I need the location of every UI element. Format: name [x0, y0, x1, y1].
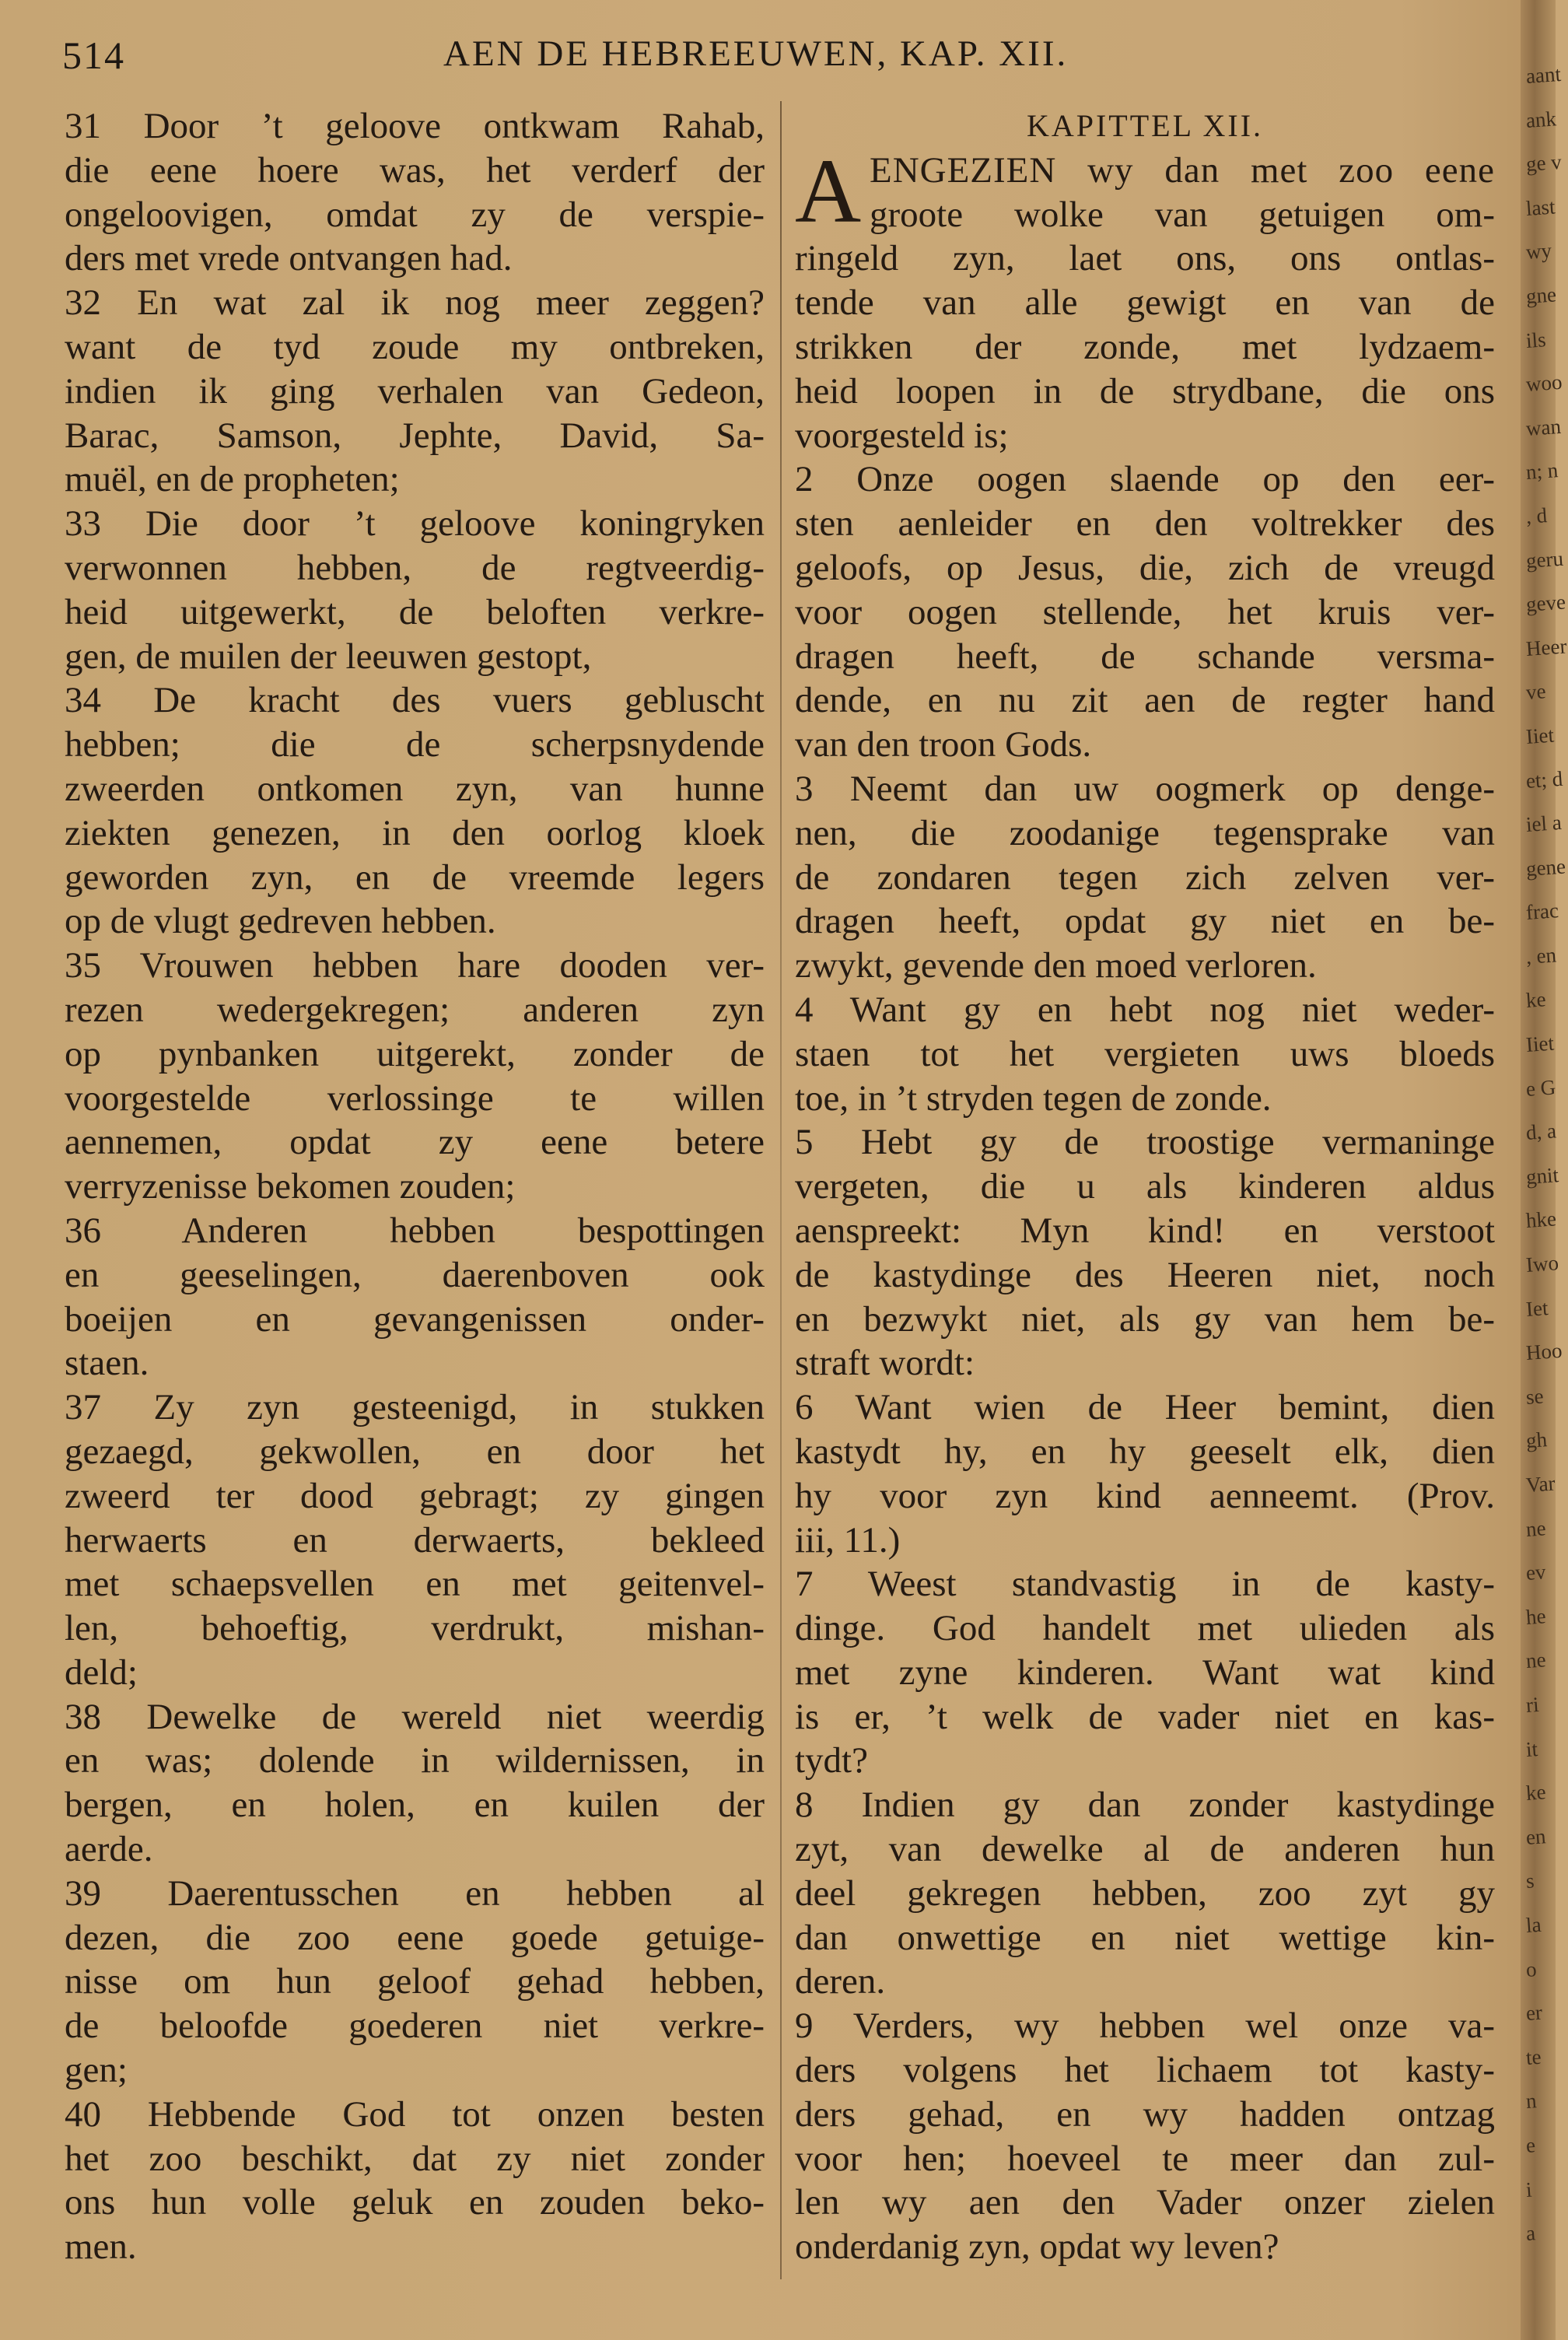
right-line: nen, die zoodanige tegensprake van: [795, 812, 1495, 853]
left-line: 37 Zy zyn gesteenigd, in stukken: [65, 1387, 765, 1428]
facing-page-fragment: wy: [1524, 239, 1552, 264]
right-line: toe, in ’t stryden tegen de zonde.: [795, 1077, 1272, 1119]
left-line: len, behoeftig, verdrukt, mishan-: [65, 1608, 765, 1649]
right-line: len wy aen den Vader onzer zielen: [795, 2182, 1495, 2223]
right-line: kastydt hy, en hy geeselt elk, dien: [795, 1431, 1495, 1472]
left-line: 40 Hebbende God tot onzen besten: [65, 2093, 765, 2135]
right-line: en bezwykt niet, als gy van hem be-: [795, 1298, 1495, 1340]
facing-page-fragment: o: [1524, 1956, 1538, 1981]
facing-page-fragment: e G: [1524, 1075, 1557, 1101]
facing-page-fragment: ne: [1524, 1648, 1547, 1673]
facing-page-fragment: ank: [1524, 106, 1557, 132]
facing-page-fragment: gne: [1524, 282, 1557, 308]
left-line: zweerden ontkomen zyn, van hunne: [65, 768, 765, 809]
chapter-second-line: groote wolke van getuigen om-: [870, 194, 1495, 235]
opening-text: ENGEZIEN wy dan met zoo eene: [870, 149, 1495, 191]
chapter-heading: KAPITTEL XII.: [1026, 108, 1264, 143]
facing-page-fragment: iel a: [1524, 810, 1563, 837]
left-line: ders met vrede ontvangen had.: [65, 238, 513, 279]
facing-page-fragment: ev: [1524, 1560, 1547, 1585]
left-line: met schaepsvellen en met geitenvel-: [65, 1564, 765, 1605]
left-line: aennemen, opdat zy eene betere: [65, 1122, 765, 1163]
right-line: voorgesteld is;: [795, 415, 1009, 456]
right-line: de kastydinge des Heeren niet, noch: [795, 1254, 1495, 1295]
right-line: straft wordt:: [795, 1343, 975, 1384]
facing-page-fragment: a: [1524, 2221, 1536, 2246]
facing-page-fragment: ils: [1524, 327, 1547, 352]
right-line: 7 Weest standvastig in de kasty-: [795, 1564, 1495, 1605]
right-line: dinge. God handelt met ulieden als: [795, 1608, 1495, 1649]
right-line: dragen heeft, de schande versma-: [795, 636, 1495, 677]
left-line: nisse om hun geloof gehad hebben,: [65, 1961, 765, 2002]
facing-page-fragment: ri: [1524, 1692, 1540, 1717]
facing-page-edge: [1524, 54, 1568, 2310]
left-line: ziekten genezen, in den oorlog kloek: [65, 812, 765, 853]
left-line: op de vlugt gedreven hebben.: [65, 901, 496, 942]
left-line: aerde.: [65, 1829, 153, 1870]
running-head: AEN DE HEBREEUWEN, KAP. XII.: [443, 33, 1069, 74]
left-line: deld;: [65, 1652, 138, 1693]
left-line: staen.: [65, 1343, 149, 1384]
facing-page-fragment: ke: [1524, 1780, 1547, 1806]
right-line: deel gekregen hebben, zoo zyt gy: [795, 1872, 1495, 1914]
left-line: ongeloovigen, omdat zy de verspie-: [65, 194, 765, 235]
right-line: tende van alle gewigt en van de: [795, 282, 1495, 324]
facing-page-fragment: Iiet: [1524, 723, 1555, 748]
facing-page-fragment: ne: [1524, 1515, 1547, 1541]
facing-page-fragment: geve: [1524, 590, 1566, 617]
right-line: voor oogen stellende, het kruis ver-: [795, 591, 1495, 632]
right-line: 2 Onze oogen slaende op den eer-: [795, 459, 1495, 500]
left-line: ons hun volle geluk en zouden beko-: [65, 2182, 765, 2223]
left-text-column: [65, 104, 765, 2269]
facing-page-fragment: , en: [1524, 943, 1557, 969]
right-line: 9 Verders, wy hebben wel onze va-: [795, 2005, 1495, 2047]
right-line: is er, ’t welk de vader niet en kas-: [795, 1696, 1495, 1737]
facing-page-fragment: wan: [1524, 414, 1562, 440]
facing-page-fragment: Var: [1524, 1471, 1556, 1497]
right-line: iii, 11.): [795, 1519, 901, 1561]
right-line: dan onwettige en niet wettige kin-: [795, 1917, 1495, 1958]
left-line: gen, de muilen der leeuwen gestopt,: [65, 636, 592, 677]
right-line: 4 Want gy en hebt nog niet weder-: [795, 989, 1495, 1030]
right-line: dragen heeft, opdat gy niet en be-: [795, 901, 1495, 942]
right-line: ringeld zyn, laet ons, ons ontlas-: [795, 238, 1495, 279]
facing-page-fragment: Iwo: [1524, 1251, 1559, 1277]
facing-page-fragment: frac: [1524, 899, 1559, 925]
right-line: aenspreekt: Myn kind! en verstoot: [795, 1210, 1495, 1251]
page-number: 514: [62, 33, 125, 77]
facing-page-fragment: , d: [1524, 503, 1548, 528]
facing-page-fragment: it: [1524, 1736, 1539, 1761]
left-line: 32 En wat zal ik nog meer zeggen?: [65, 282, 765, 324]
right-line: ders volgens het lichaem tot kasty-: [795, 2050, 1495, 2091]
facing-page-fragment: n: [1524, 2089, 1538, 2114]
left-line: want de tyd zoude my ontbreken,: [65, 326, 765, 367]
right-line: dende, en nu zit aen de regter hand: [795, 680, 1495, 721]
left-line: 39 Daerentusschen en hebben al: [65, 1872, 765, 1914]
left-line: op pynbanken uitgerekt, zonder de: [65, 1033, 765, 1074]
left-line: 36 Anderen hebben bespottingen: [65, 1210, 765, 1251]
facing-page-fragment: hke: [1524, 1207, 1557, 1233]
left-line: gen;: [65, 2050, 128, 2091]
right-line: sten aenleider en den voltrekker des: [795, 503, 1495, 545]
facing-page-fragment: n; n: [1524, 458, 1559, 485]
facing-page-fragment: last: [1524, 194, 1556, 220]
left-line: en geeselingen, daerenboven ook: [65, 1254, 765, 1295]
facing-page-fragment: woo: [1524, 370, 1563, 397]
facing-page-fragment: e: [1524, 2133, 1536, 2157]
facing-page-fragment: s: [1524, 1869, 1535, 1893]
left-line: rezen wedergekregen; anderen zyn: [65, 989, 765, 1030]
left-line: bergen, en holen, en kuilen der: [65, 1785, 765, 1826]
facing-page-fragment: en: [1524, 1824, 1547, 1849]
facing-page-fragment: aant: [1524, 61, 1562, 88]
facing-page-fragment: et; d: [1524, 766, 1564, 793]
facing-page-fragment: Hoo: [1524, 1339, 1563, 1365]
facing-page-fragment: er: [1524, 2000, 1543, 2026]
facing-page-fragment: Iiet: [1524, 1031, 1555, 1057]
right-line: geloofs, op Jesus, die, zich de vreugd: [795, 547, 1495, 588]
left-line: Barac, Samson, Jephte, David, Sa-: [65, 415, 765, 456]
right-line: vergeten, die u als kinderen aldus: [795, 1166, 1495, 1207]
left-line: boeijen en gevangenissen onder-: [65, 1298, 765, 1340]
right-line: zwykt, gevende den moed verloren.: [795, 945, 1317, 986]
left-line: 34 De kracht des vuers gebluscht: [65, 680, 765, 721]
right-line: van den troon Gods.: [795, 724, 1092, 765]
left-line: gezaegd, gekwollen, en door het: [65, 1431, 765, 1472]
left-line: verryzenisse bekomen zouden;: [65, 1166, 516, 1207]
facing-page-fragment: la: [1524, 1912, 1542, 1937]
right-line: staen tot het vergieten uws bloeds: [795, 1033, 1495, 1074]
facing-page-fragment: ve: [1524, 679, 1547, 705]
left-line: men.: [65, 2226, 137, 2268]
right-line: onderdanig zyn, opdat wy leven?: [795, 2226, 1279, 2268]
facing-page-fragment: ke: [1524, 987, 1547, 1013]
facing-page-fragment: d, a: [1524, 1119, 1557, 1145]
left-line: 38 Dewelke de wereld niet weerdig: [65, 1696, 765, 1737]
facing-page-fragment: Heer: [1524, 634, 1568, 660]
right-line: zyt, van dewelke al de anderen hun: [795, 1829, 1495, 1870]
left-line: 33 Die door ’t geloove koningryken: [65, 503, 765, 545]
left-line: hebben; die de scherpsnydende: [65, 724, 765, 765]
right-line: hy voor zyn kind aenneemt. (Prov.: [795, 1475, 1495, 1516]
left-line: muël, en de propheten;: [65, 459, 400, 500]
left-line: die eene hoere was, het verderf der: [65, 149, 765, 191]
left-line: 31 Door ’t geloove ontkwam Rahab,: [65, 106, 765, 146]
right-line: tydt?: [795, 1740, 868, 1781]
left-line: heid uitgewerkt, de beloften verkre-: [65, 591, 765, 632]
left-line: het zoo beschikt, dat zy niet zonder: [65, 2138, 765, 2179]
column-divider: [780, 101, 782, 2279]
facing-page-fragment: geru: [1524, 546, 1564, 573]
facing-page-fragment: gene: [1524, 854, 1566, 881]
left-line: zweerd ter dood gebragt; zy gingen: [65, 1475, 765, 1516]
facing-page-fragment: te: [1524, 2044, 1542, 2069]
facing-page-fragment: se: [1524, 1384, 1545, 1409]
right-line: de zondaren tegen zich zelven ver-: [795, 856, 1495, 898]
right-line: ders gehad, en wy hadden ontzag: [795, 2093, 1495, 2135]
right-text-column: [795, 104, 1495, 2269]
right-line: 3 Neemt dan uw oogmerk op denge-: [795, 768, 1495, 809]
left-line: indien ik ging verhalen van Gedeon,: [65, 370, 765, 412]
left-line: herwaerts en derwaerts, bekleed: [65, 1519, 765, 1561]
facing-page-fragment: he: [1524, 1604, 1547, 1629]
left-line: geworden zyn, en de vreemde legers: [65, 856, 765, 898]
right-line: strikken der zonde, met lydzaem-: [795, 326, 1495, 367]
facing-page-fragment: gnit: [1524, 1162, 1559, 1189]
right-line: deren.: [795, 1961, 886, 2002]
drop-cap: A: [795, 139, 862, 242]
right-line: voor hen; hoeveel te meer dan zul-: [795, 2138, 1495, 2179]
facing-page-fragment: ge v: [1524, 150, 1563, 177]
right-line: 5 Hebt gy de troostige vermaninge: [795, 1122, 1495, 1163]
facing-page-fragment: gh: [1524, 1427, 1548, 1453]
right-line: met zyne kinderen. Want wat kind: [795, 1652, 1495, 1693]
right-line: 8 Indien gy dan zonder kastydinge: [795, 1785, 1495, 1826]
left-line: de beloofde goederen niet verkre-: [65, 2005, 765, 2047]
page-header: [62, 33, 1509, 79]
left-line: verwonnen hebben, de regtveerdig-: [65, 547, 765, 588]
right-line: heid loopen in de strydbane, die ons: [795, 370, 1495, 412]
left-line: dezen, die zoo eene goede getuige-: [65, 1917, 765, 1958]
facing-page-fragment: Iet: [1524, 1295, 1549, 1321]
left-line: 35 Vrouwen hebben hare dooden ver-: [65, 945, 765, 986]
left-line: voorgestelde verlossinge te willen: [65, 1077, 765, 1119]
right-line: 6 Want wien de Heer bemint, dien: [795, 1387, 1495, 1428]
left-line: en was; dolende in wildernissen, in: [65, 1740, 765, 1781]
facing-page-fragment: i: [1524, 2177, 1533, 2202]
